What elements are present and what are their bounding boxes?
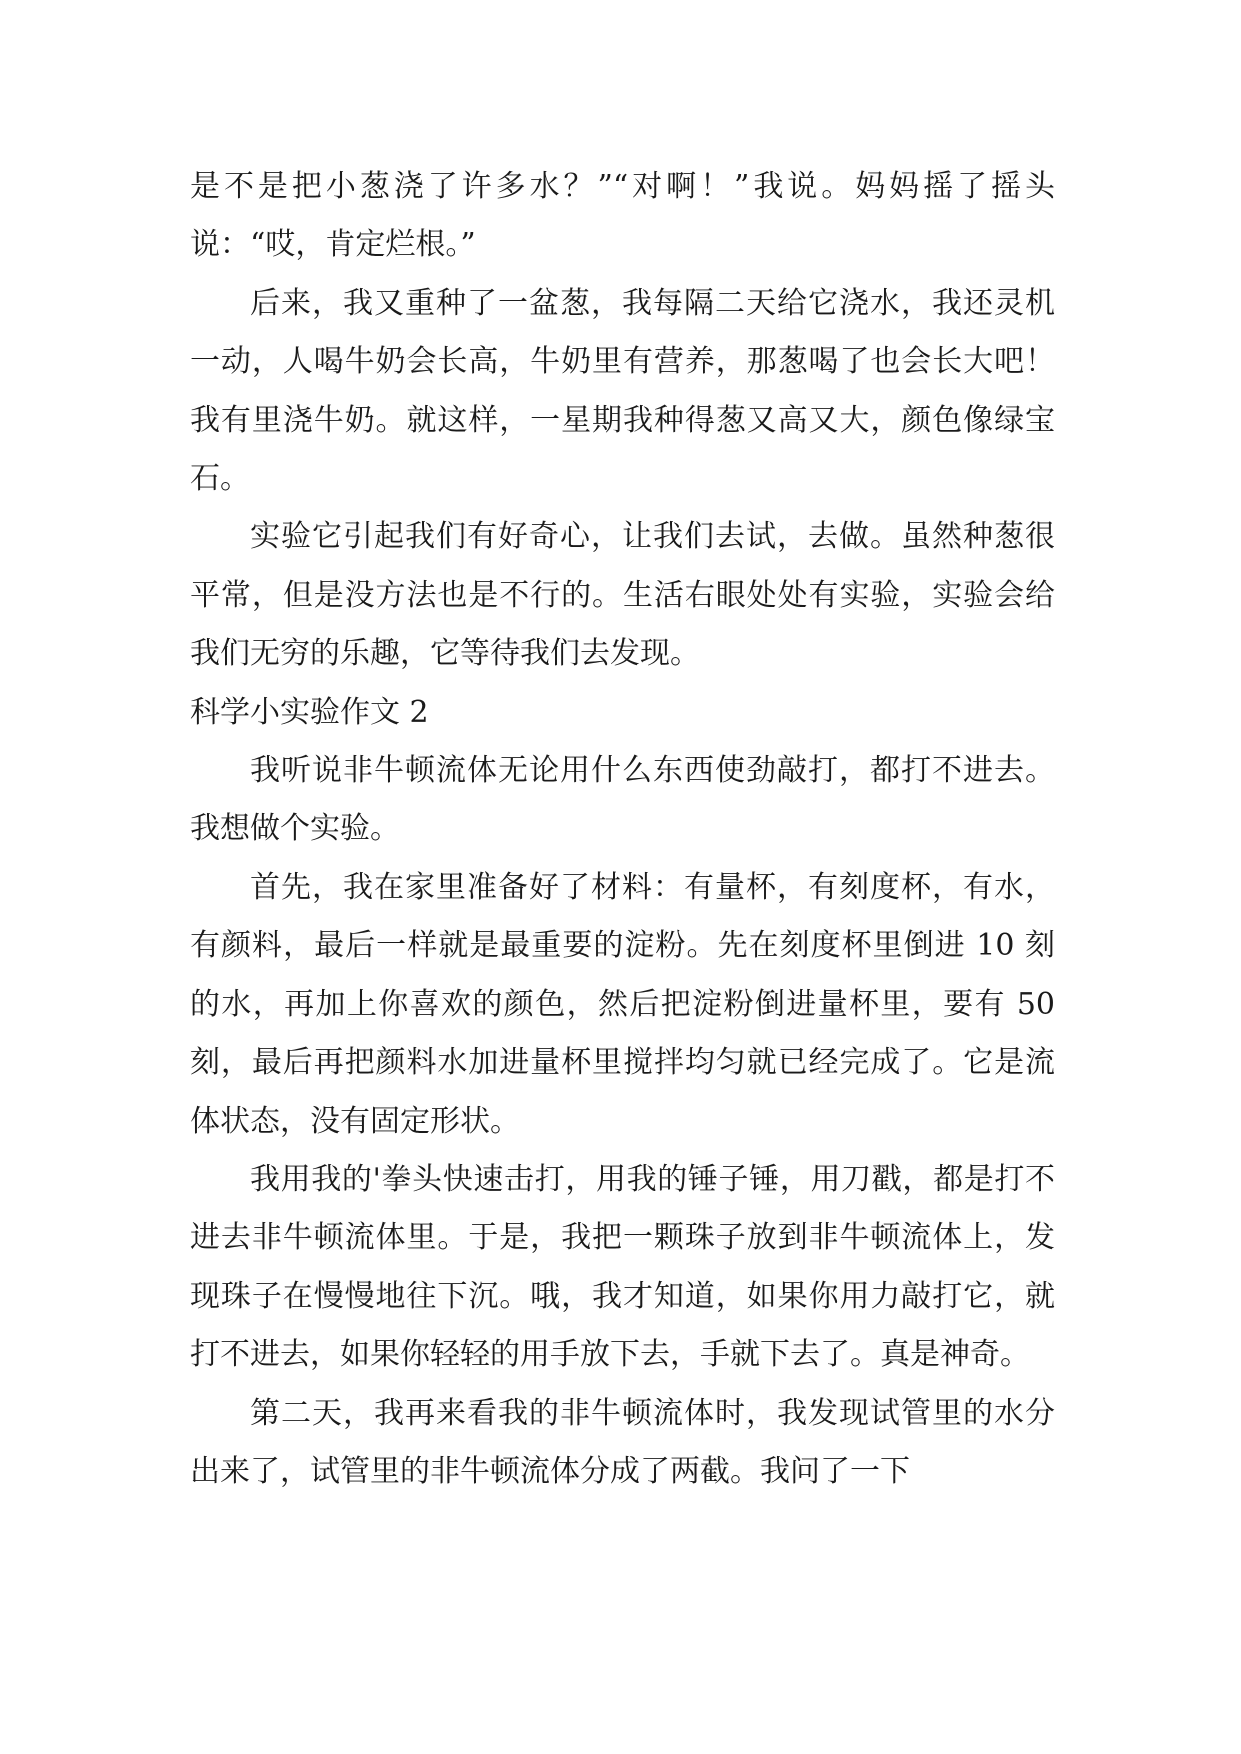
paragraph-experiment: 我用我的'拳头快速击打，用我的锤子锤，用刀戳，都是打不进去非牛顿流体里。于是，我把一颗珠子放到非牛顿流体上，发现珠子在慢慢地往下沉。哦，我才知道，如果你用力敲打它，就打不进去，如果你轻轻的用手放下去，手就下去了。真是神奇。 [190, 1161, 1055, 1373]
paragraph-next-day: 第二天，我再来看我的非牛顿流体时，我发现试管里的水分出来了，试管里的非牛顿流体分成了两截。我问了一下 [190, 1395, 1055, 1489]
paragraph-replant: 后来，我又重种了一盆葱，我每隔二天给它浇水，我还灵机一动，人喝牛奶会长高，牛奶里有营养，那葱喝了也会长大吧！我有里浇牛奶。就这样，一星期我种得葱又高又大，颜色像绿宝石。 [190, 285, 1055, 497]
paragraph-continuation: 是不是把小葱浇了许多水？”“对啊！”我说。妈妈摇了摇头说：“哎，肯定烂根。” [190, 169, 1055, 263]
section-title: 科学小实验作文 2 [190, 694, 429, 730]
paragraph-intro: 我听说非牛顿流体无论用什么东西使劲敲打，都打不进去。我想做个实验。 [190, 753, 1055, 847]
paragraph-materials: 首先，我在家里准备好了材料：有量杯，有刻度杯，有水，有颜料，最后一样就是最重要的淀粉。先在刻度杯里倒进 10 刻的水，再加上你喜欢的颜色，然后把淀粉倒进量杯里，要有 50 刻，最后再把颜料水加进量杯里搅拌均匀就已经完成了。它是流体状态，没有固定形状。 [190, 869, 1055, 1139]
paragraph-conclusion: 实验它引起我们有好奇心，让我们去试，去做。虽然种葱很平常，但是没方法也是不行的。生活右眼处处有实验，实验会给我们无穷的乐趣，它等待我们去发现。 [190, 519, 1055, 672]
document-body [190, 158, 1055, 1501]
